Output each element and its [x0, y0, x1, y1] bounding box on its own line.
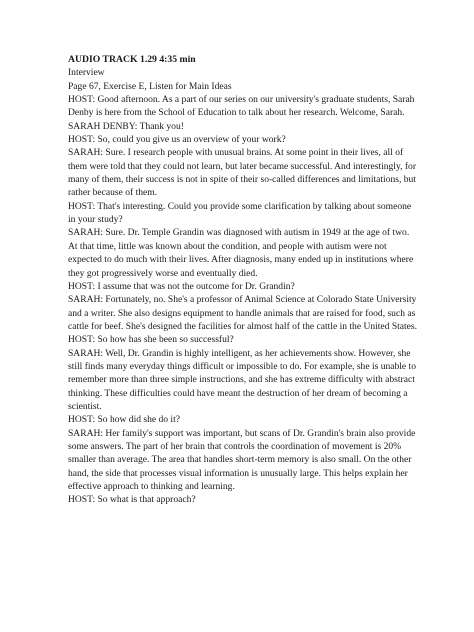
dialogue-line: SARAH: Her family's support was important, but scans of Dr. Grandin's brain also provide some answers. The part of her brain that controls the coordination of movement is 20% smaller than average. The area that handles short-term memory is also small. On the other hand, the side that processes visual information is unusually large. This helps explain her effective approach to thinking and learning.	[68, 427, 416, 492]
dialogue-line: HOST: Good afternoon. As a part of our series on our university's graduate students, Sarah Denby is here from the School of Education to talk about her research. Welcome, Sarah.	[68, 94, 415, 119]
track-title: AUDIO TRACK 1.29 4:35 min	[68, 54, 196, 65]
exercise-reference: Page 67, Exercise E, Listen for Main Ideas	[68, 80, 232, 92]
dialogue-line: HOST: So, could you give us an overview of your work?	[68, 134, 286, 146]
dialogue-line: SARAH: Well, Dr. Grandin is highly intelligent, as her achievements show. However, she still finds many everyday things difficult or impossible to do. For example, she is unable to remember more than three simple instructions, and she has extreme difficulty with abstract thinking. These difficulties could have meant the destruction of her dream of becoming a scientist.	[68, 347, 416, 412]
dialogue-line: SARAH: Fortunately, no. She's a professor of Animal Science at Colorado State University and a writer. She also designs equipment to handle animals that are raised for food, such as cattle for beef. She's designed the facilities for almost half of the cattle in the United States.	[68, 294, 418, 332]
transcript-page	[68, 53, 420, 507]
dialogue-line: SARAH: Sure. I research people with unusual brains. At some point in their lives, all of them were told that they could not learn, but later became successful. And interestingly, for many of them, their success is not in spite of their so-called differences and limitations, but rather because of them.	[68, 147, 416, 199]
dialogue-line: HOST: So what is that approach?	[68, 494, 196, 506]
dialogue-line: SARAH: Sure. Dr. Temple Grandin was diagnosed with autism in 1949 at the age of two. At that time, little was known about the condition, and people with autism were not expected to do much with their lives. After diagnosis, many ended up in institutions where they got progressively worse and eventually died.	[68, 227, 414, 279]
dialogue-line: HOST: So how has she been so successful?	[68, 334, 234, 346]
dialogue-line: SARAH DENBY: Thank you!	[68, 120, 184, 132]
transcript-subtitle: Interview	[68, 67, 105, 79]
dialogue-line: HOST: So how did she do it?	[68, 414, 180, 426]
dialogue-line: HOST: I assume that was not the outcome for Dr. Grandin?	[68, 280, 295, 292]
dialogue-line: HOST: That's interesting. Could you provide some clarification by talking about someone in your study?	[68, 200, 412, 226]
